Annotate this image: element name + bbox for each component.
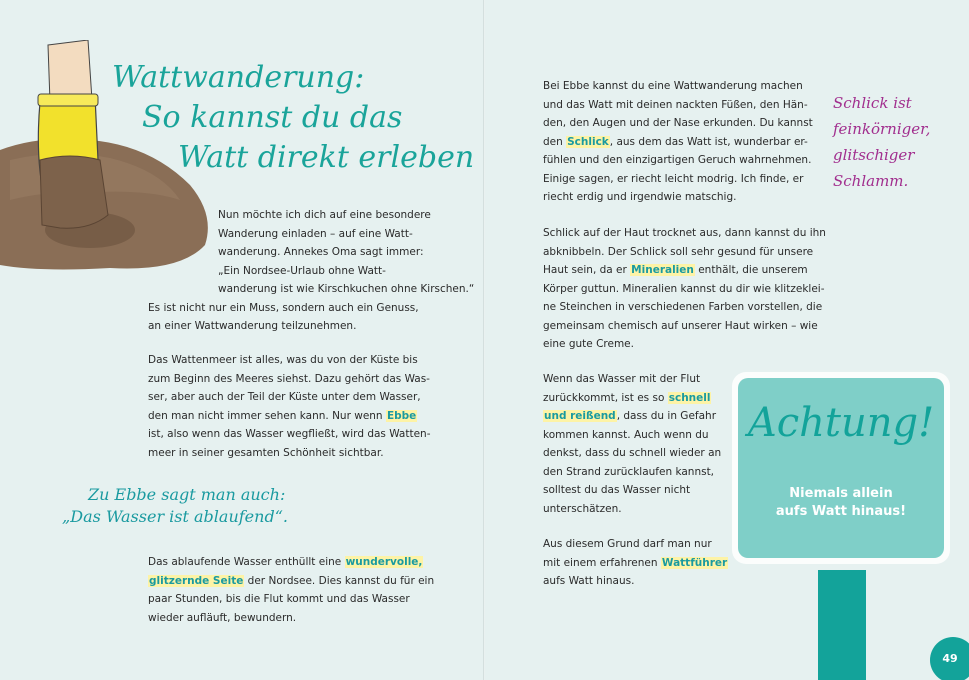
flut-paragraph — [543, 370, 721, 518]
wattenmeer-line: meer in seiner gesamten Schönheit sichtbar. — [148, 446, 384, 459]
wattenmeer-line: Das Wattenmeer ist alles, was du von der Küste bis — [148, 354, 418, 366]
grund-line: aufs Watt hinaus. — [543, 575, 635, 587]
schlick-line: abknibbeln. Der Schlick soll sehr gesund für unsere — [543, 245, 814, 258]
flut-line — [543, 407, 721, 426]
schlick-line: gemeinsam chemisch auf unserer Haut wirken – wie — [543, 319, 818, 332]
schlick-line: ne Steinchen in verschiedenen Farben vorstellen, die — [543, 301, 823, 313]
wattenmeer-line: ist, also wenn das Wasser wegfließt, wird das Watten- — [148, 428, 431, 440]
sidenote-line: Schlamm. — [833, 172, 909, 190]
sidenote-line: glitschiger — [833, 146, 915, 164]
ebbe-quote — [62, 484, 288, 528]
wattenmeer-line — [148, 407, 431, 426]
page-gutter — [483, 0, 485, 680]
wattenmeer-line: ser, aber auch der Teil der Küste unter dem Wasser, — [148, 391, 421, 403]
flut-line: denkst, dass du schnell wieder an — [543, 447, 722, 459]
ablaufend-line: paar Stunden, bis die Flut kommt und das Wasser — [148, 593, 410, 605]
highlight-glitzernde-seite: glitzernde Seite — [149, 574, 244, 587]
text-segment: Haut sein, da er — [543, 264, 631, 276]
highlight-und-reissend: und reißend — [544, 410, 616, 422]
title-line-2: So kannst du das — [142, 100, 403, 135]
warning-sign-text — [738, 485, 944, 521]
text-segment: , aus dem das Watt ist, wunderbar er- — [609, 135, 808, 148]
ebbe-line: den, den Augen und der Nase erkunden. Du kannst — [543, 117, 813, 129]
warning-sign-panel — [738, 378, 944, 558]
flut-line: unterschätzen. — [543, 502, 622, 515]
wattenmeer-paragraph — [148, 351, 431, 462]
flut-line: Wenn das Wasser mit der Flut — [543, 373, 701, 385]
flut-line: kommen kannst. Auch wenn du — [543, 428, 709, 441]
text-segment: , dass du in Gefahr — [616, 410, 717, 422]
ablaufend-line — [148, 553, 434, 572]
text-segment: der Nordsee. Dies kannst du für ein — [244, 574, 435, 587]
ebbe-line: riecht erdig und irgendwie matschig. — [543, 191, 737, 203]
grund-line — [543, 554, 728, 573]
highlight-schnell: schnell — [668, 391, 711, 404]
flut-line: solltest du das Wasser nicht — [543, 484, 691, 496]
schlick-paragraph — [543, 224, 826, 354]
grund-paragraph — [543, 535, 728, 591]
page-title — [112, 58, 475, 178]
title-line-3: Watt direkt erleben — [178, 140, 475, 175]
ebbe-line: und das Watt mit deinen nackten Füßen, den Hän- — [543, 98, 808, 111]
quote-line-2: „Das Wasser ist ablaufend“. — [62, 507, 288, 526]
warning-sign — [732, 372, 950, 564]
warning-sign-title: Achtung! — [747, 400, 935, 446]
highlight-wattfuehrer: Wattführer — [661, 556, 728, 569]
intro-line: Nun möchte ich dich auf eine besondere — [218, 209, 431, 221]
intro-line: Wanderung einladen – auf eine Watt- — [218, 227, 413, 240]
intro-line: Es ist nicht nur ein Muss, sondern auch ein Genuss, — [148, 301, 419, 314]
flut-line: den Strand zurücklaufen kannst, — [543, 465, 715, 478]
title-line-1: Wattwanderung: — [112, 60, 365, 95]
highlight-schlick: Schlick — [567, 135, 609, 148]
schlick-line: Schlick auf der Haut trocknet aus, dann kannst du ihn — [543, 227, 826, 239]
intro-line: wanderung. Annekes Oma sagt immer: — [218, 246, 424, 258]
text-segment: Das ablaufende Wasser enthüllt eine — [148, 556, 345, 568]
highlight-wundervolle: wundervolle, — [345, 556, 423, 568]
schlick-line: eine gute Creme. — [543, 338, 634, 350]
sidenote-line: Schlick ist — [833, 94, 912, 112]
intro-line: wanderung ist wie Kirschkuchen ohne Kirschen.“ — [218, 283, 475, 295]
page-number: 49 — [930, 637, 969, 680]
sign-post — [818, 570, 866, 680]
grund-line: Aus diesem Grund darf man nur — [543, 538, 712, 550]
text-segment: den man nicht immer sehen kann. Nur wenn — [148, 409, 386, 422]
text-segment: zurückkommt, ist es so — [543, 391, 668, 404]
text-segment: den — [543, 135, 567, 148]
quote-line-1: Zu Ebbe sagt man auch: — [88, 485, 286, 504]
ebbe-line: Bei Ebbe kannst du eine Wattwanderung machen — [543, 80, 803, 92]
ablaufend-paragraph — [148, 553, 434, 627]
highlight-ebbe: Ebbe — [386, 409, 417, 422]
warning-sign-line: Niemals allein — [789, 486, 893, 501]
sidenote-line: feinkörniger, — [833, 120, 931, 138]
intro-paragraph — [148, 206, 474, 336]
warning-sign-line: aufs Watt hinaus! — [775, 504, 907, 519]
ebbe-paragraph — [543, 77, 813, 207]
text-segment: enthält, die unserem — [694, 264, 808, 276]
wattenmeer-line: zum Beginn des Meeres siehst. Dazu gehört das Was- — [148, 372, 430, 385]
ebbe-line: fühlen und den einzigartigen Geruch wahrnehmen. — [543, 154, 812, 166]
intro-line: „Ein Nordsee-Urlaub ohne Watt- — [218, 264, 386, 277]
schlick-sidenote — [833, 90, 930, 194]
ablaufend-line — [148, 572, 434, 591]
text-segment: mit einem erfahrenen — [543, 556, 661, 569]
highlight-mineralien: Mineralien — [631, 264, 694, 276]
intro-line: an einer Wattwanderung teilzunehmen. — [148, 320, 357, 332]
ebbe-line — [543, 133, 813, 152]
ablaufend-line: wieder aufläuft, bewundern. — [148, 611, 297, 624]
flut-line — [543, 389, 721, 408]
schlick-line — [543, 261, 826, 280]
schlick-line: Körper guttun. Mineralien kannst du dir wie klitzeklei- — [543, 282, 825, 295]
ebbe-line: Einige sagen, er riecht leicht modrig. Ich finde, er — [543, 172, 804, 185]
